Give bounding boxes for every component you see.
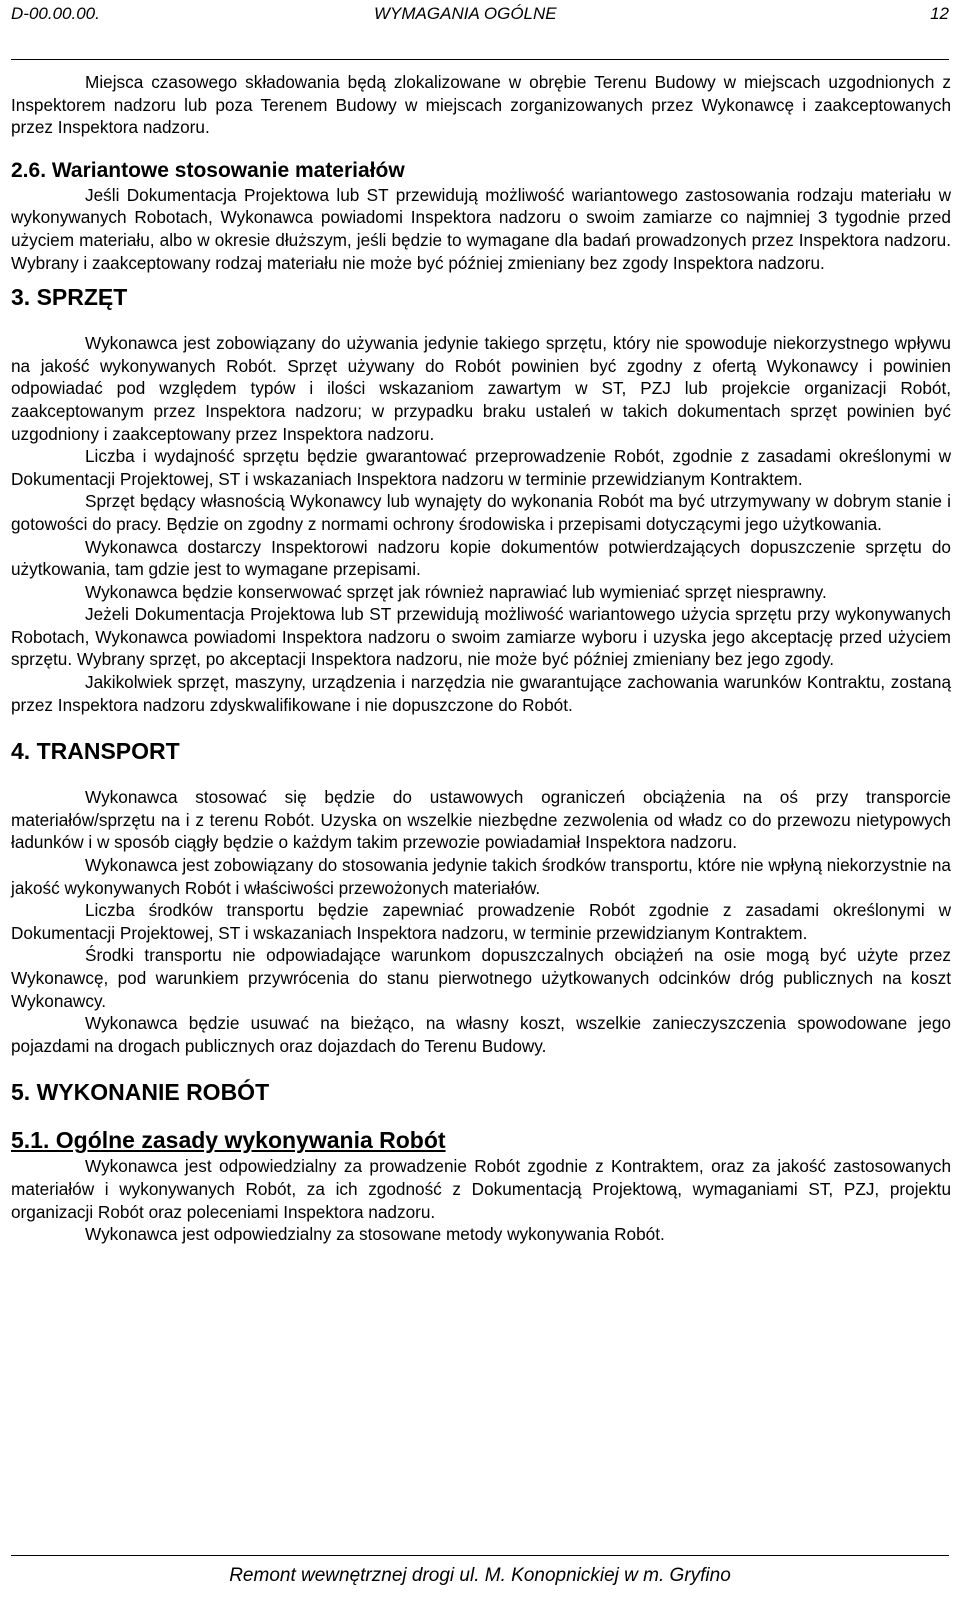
paragraph: Środki transportu nie odpowiadające warunkom dopuszczalnych obciążeń na osie mogą być użyte przez Wykonawcę, pod warunkiem przywrócenia do stanu pierwotnego użytkowanych odcinków dróg publicznych na koszt Wykonawcy.: [11, 945, 951, 1011]
paragraph: Jeśli Dokumentacja Projektowa lub ST przewidują możliwość wariantowego zastosowania rodzaju materiału w wykonywanych Robotach, Wykonawca powiadomi Inspektora nadzoru o swoim zamiarze co najmniej 3 tygodnie przed użyciem materiału, albo w okresie dłuższym, jeśli będzie to wymagane dla badań prowadzonych przez Inspektora nadzoru. Wybrany i zaakceptowany rodzaj materiału nie może być później zmieniany bez zgody Inspektora nadzoru.: [11, 184, 951, 273]
paragraph: Liczba i wydajność sprzętu będzie gwarantować przeprowadzenie Robót, zgodnie z zasadami określonymi w Dokumentacji Projektowej, ST i wskazaniach Inspektora nadzoru w terminie przewidzianym Kontraktem.: [11, 446, 951, 489]
document-body: [11, 71, 951, 1246]
header-rule: [11, 59, 949, 60]
section-heading-3: 3. SPRZĘT: [11, 284, 128, 311]
section-heading-4: 4. TRANSPORT: [11, 738, 180, 765]
paragraph: Wykonawca jest odpowiedzialny za prowadzenie Robót zgodnie z Kontraktem, oraz za jakość zastosowanych materiałów i wykonywanych Robót, za ich zgodność z Dokumentacją Projektową, wymaganiami ST, PZJ, projektu organizacji Robót oraz poleceniami Inspektora nadzoru.: [11, 1156, 951, 1222]
section-heading-5: 5. WYKONANIE ROBÓT: [11, 1079, 270, 1106]
paragraph: Jeżeli Dokumentacja Projektowa lub ST przewidują możliwość wariantowego użycia sprzętu przy wykonywanych Robotach, Wykonawca powiadomi Inspektora nadzoru o swoim zamiarze wyboru i uzyska jego akceptację przed użyciem sprzętu. Wybrany sprzęt, po akceptacji Inspektora nadzoru, nie może być później zmieniany bez jego zgody.: [11, 604, 951, 670]
paragraph: Jakikolwiek sprzęt, maszyny, urządzenia i narzędzia nie gwarantujące zachowania warunków Kontraktu, zostaną przez Inspektora nadzoru zdyskwalifikowane i nie dopuszczone do Robót.: [11, 672, 951, 715]
paragraph: Wykonawca jest zobowiązany do stosowania jedynie takich środków transportu, które nie wpłyną niekorzystnie na jakość wykonywanych Robót i właściwości przewożonych materiałów.: [11, 855, 951, 898]
paragraph: Wykonawca dostarczy Inspektorowi nadzoru kopie dokumentów potwierdzających dopuszczenie sprzętu do użytkowania, tam gdzie jest to wymagane przepisami.: [11, 536, 951, 580]
paragraph: Miejsca czasowego składowania będą zlokalizowane w obrębie Terenu Budowy w miejscach uzgodnionych z Inspektorem nadzoru lub poza Terenem Budowy w miejscach zorganizowanych przez Wykonawcę i zaakceptowanych przez Inspektora nadzoru.: [11, 72, 951, 138]
footer-rule: [11, 1555, 949, 1556]
section-heading-2-6: 2.6. Wariantowe stosowanie materiałów: [11, 158, 405, 182]
paragraph: Liczba środków transportu będzie zapewniać prowadzenie Robót zgodnie z zasadami określonymi w Dokumentacji Projektowej, ST i wskazaniach Inspektora nadzoru, w terminie przewidzianym Kontraktem.: [11, 900, 951, 943]
paragraph: Wykonawca będzie konserwować sprzęt jak również naprawiać lub wymieniać sprzęt niesprawny.: [85, 581, 827, 602]
header-title: WYMAGANIA OGÓLNE: [374, 4, 557, 23]
paragraph: Wykonawca jest odpowiedzialny za stosowane metody wykonywania Robót.: [85, 1224, 665, 1245]
section-heading-5-1: 5.1. Ogólne zasady wykonywania Robót: [11, 1127, 446, 1154]
paragraph: Sprzęt będący własnością Wykonawcy lub wynajęty do wykonania Robót ma być utrzymywany w dobrym stanie i gotowości do pracy. Będzie on zgodny z normami ochrony środowiska i przepisami dotyczącymi jego użytkowania.: [11, 491, 951, 534]
paragraph: Wykonawca jest zobowiązany do używania jedynie takiego sprzętu, który nie spowoduje niekorzystnego wpływu na jakość wykonywanych Robót. Sprzęt używany do Robót powinien być zgodny z ofertą Wykonawcy i powinien odpowiadać pod względem typów i ilości wskazaniom zawartym w ST, PZJ lub projekcie organizacji Robót, zaakceptowanym przez Inspektora nadzoru; w przypadku braku ustaleń w takich dokumentach sprzęt powinien być uzgodniony i zaakceptowany przez Inspektora nadzoru.: [11, 333, 951, 444]
spec-code: D-00.00.00.: [11, 4, 100, 23]
page-footer: Remont wewnętrznej drogi ul. M. Konopnickiej w m. Gryfino: [229, 1565, 731, 1586]
page-number: 12: [930, 4, 949, 23]
paragraph: Wykonawca będzie usuwać na bieżąco, na własny koszt, wszelkie zanieczyszczenia spowodowane jego pojazdami na drogach publicznych oraz dojazdach do Terenu Budowy.: [11, 1013, 951, 1056]
paragraph: Wykonawca stosować się będzie do ustawowych ograniczeń obciążenia na oś przy transporcie materiałów/sprzętu na i z terenu Robót. Uzyska on wszelkie niezbędne zezwolenia od władz co do przewozu nietypowych ładunków i w sposób ciągły będzie o każdym takim przewozie powiadamiał Inspektora nadzoru.: [11, 787, 951, 853]
